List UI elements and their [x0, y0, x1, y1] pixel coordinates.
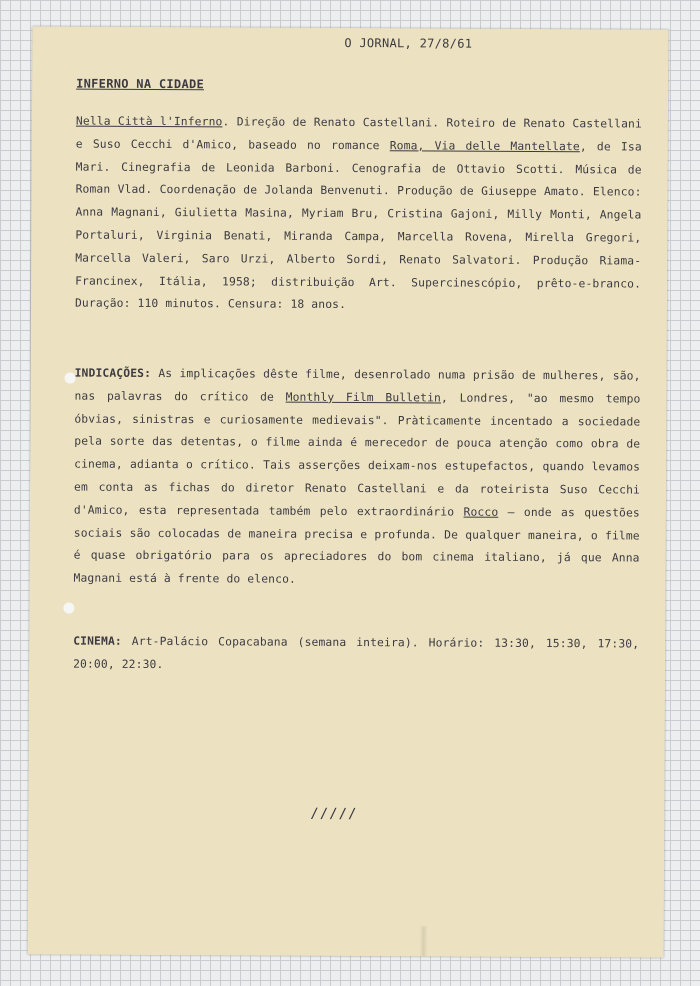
cinema-paragraph [73, 631, 639, 680]
novel-title: Roma, Via delle Mantellate [389, 139, 580, 154]
credits-paragraph [75, 111, 642, 319]
indicacoes-paragraph [73, 363, 640, 594]
indicacoes-text-c: — onde as questões sociais são colocadas de maneira precisa e profunda. De qualquer maneira, o filme é quase obrigatório para os apreciadores do bom cinema italiano, já que Anna Magnani está à frente do elenco. [73, 505, 640, 586]
cinema-label: CINEMA: [73, 634, 122, 648]
credits-text-a: . Direção de Renato Castellani. Roteiro de Renato Castellani e Suso Cecchi d'Amico, baseado no romance [75, 115, 642, 153]
punch-hole [63, 603, 74, 614]
indicacoes-label: INDICAÇÕES: [74, 366, 152, 380]
film-reference: Rocco [463, 505, 499, 519]
indicacoes-text-b: , Londres, "ao mesmo tempo óbvias, sinistras e curiosamente medievais". Pràticamente incentado a sociedade pela sorte das detentas, o filme ainda é merecedor de pouca atenção como obra de cinema, adianta o crítico. Tais asserções deixam-nos estupefactos, quando levamos em conta as fichas do diretor Renato Castellani e da roteirista Suso Cecchi d'Amico, esta representada também pelo extraordinário [73, 391, 641, 519]
film-title: Nella Città l'Inferno [75, 114, 223, 129]
cinema-text: Art-Palácio Copacabana (semana inteira). Horário: 13:30, 15:30, 17:30, 20:00, 22:30. [73, 634, 640, 671]
end-mark: ///// [310, 805, 358, 823]
typewritten-sheet [28, 26, 669, 957]
newspaper-header: O JORNAL, 27/8/61 [344, 35, 473, 51]
indicacoes-text-a: As implicações dêste filme, desenrolado numa prisão de mulheres, são, nas palavras do crítico de [74, 366, 641, 404]
paper-tear [420, 926, 428, 956]
article-title: INFERNO NA CIDADE [76, 76, 205, 92]
magazine-title: Monthly Film Bulletin [285, 390, 442, 405]
credits-text-b: , de Isa Mari. Cinegrafia de Leonida Barboni. Cenografia de Ottavio Scotti. Música de Roman Vlad. Coordenação de Jolanda Benvenuti. Produção de Giuseppe Amato. Elenco: Anna Magnani, Giulietta Masina, Myriam Bru, Cristina Gajoni, Milly Monti, Angela Portaluri, Virginia Benati, Miranda Campa, Marcella Rovena, Mirella Gregori, Marcella Valeri, Saro Urzi, Alberto Sordi, Renato Salvatori. Produção Riama-Francinex, Itália, 1958; distribuição Art. Supercinescópio, prêto-e-branco. Duração: 110 minutos. Censura: 18 anos. [74, 140, 642, 312]
